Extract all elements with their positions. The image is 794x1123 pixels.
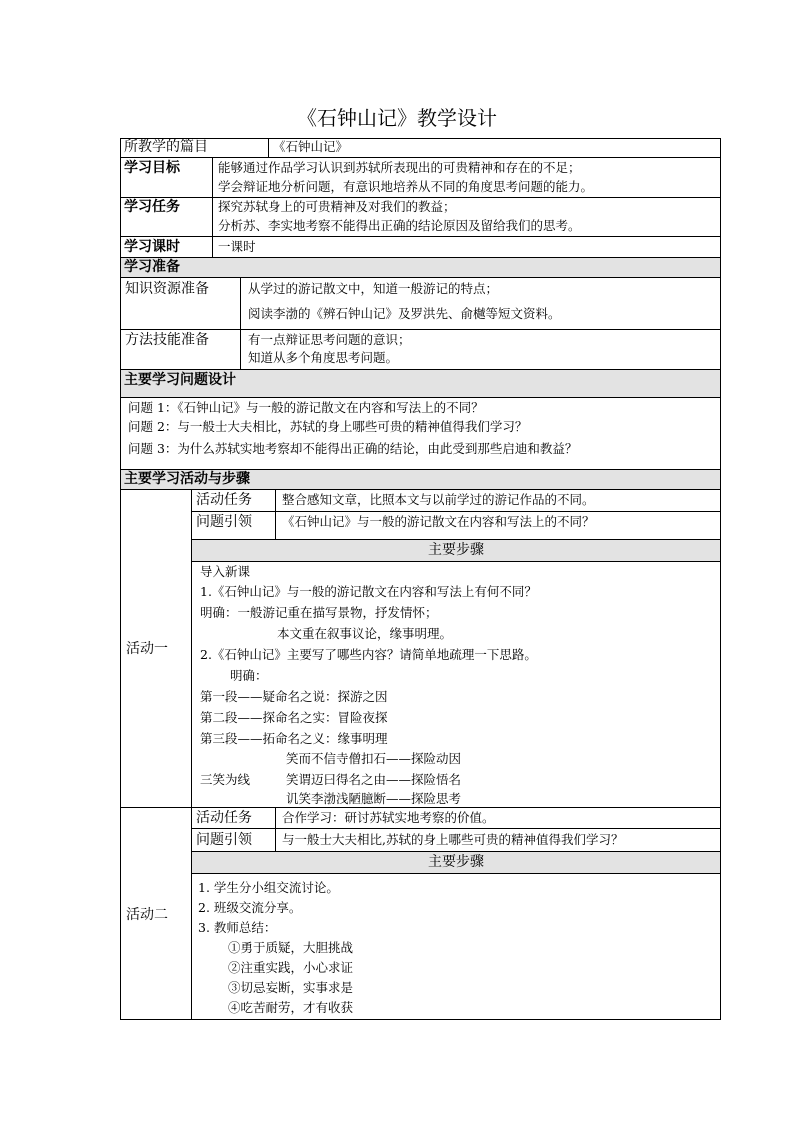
- a2-step: 2. 班级交流分享。: [198, 900, 302, 915]
- a2-steps-label: 主要步骤: [428, 854, 484, 870]
- task-line: 探究苏轼身上的可贵精神及对我们的教益；: [218, 199, 456, 214]
- activity-1-name: 活动一: [126, 641, 168, 657]
- a1-step: 讥笑李渤浅陋臆断——探险思考: [286, 791, 462, 806]
- page-title: 《石钟山记》教学设计: [297, 106, 497, 130]
- activities-heading: 主要学习活动与步骤: [124, 471, 250, 487]
- a2-guide: 与一般士大夫相比,苏轼的身上哪些可贵的精神值得我们学习？: [282, 832, 624, 847]
- prep-heading: 学习准备: [124, 259, 180, 275]
- method-line: 知道从多个角度思考问题。: [248, 350, 399, 365]
- a1-guide-label: 问题引领: [196, 514, 252, 530]
- lesson-plan-table: [120, 138, 721, 1020]
- a1-step: 1.《石钟山记》与一般的游记散文在内容和写法上有何不同？: [200, 584, 537, 599]
- task-line: 分析苏、李实地考察不能得出正确的结论原因及留给我们的思考。: [218, 218, 581, 233]
- a2-step: ①勇于质疑，大胆挑战: [228, 940, 354, 955]
- knowledge-line: 阅读李渤的《辨石钟山记》及罗洪先、俞樾等短文资料。: [248, 306, 561, 321]
- a2-task-label: 活动任务: [196, 810, 252, 826]
- a1-steps-label: 主要步骤: [428, 542, 484, 558]
- a1-guide: 《石钟山记》与一般的游记散文在内容和写法上的不同？: [282, 514, 595, 529]
- activity-2-name: 活动二: [126, 907, 168, 923]
- a1-step: 第一段——疑命名之说：探游之因: [200, 689, 388, 704]
- a1-task-label: 活动任务: [196, 492, 252, 508]
- question-item: 问题 3：为什么苏轼实地考察却不能得出正确的结论，由此受到那些启迪和教益？: [128, 441, 578, 456]
- a1-step: 第三段——拓命名之义：缘事明理: [200, 731, 388, 746]
- topic-value: 《石钟山记》: [273, 139, 349, 154]
- a2-step: 3. 教师总结：: [198, 920, 277, 935]
- a2-step: ④吃苦耐劳，才有收获: [228, 1000, 354, 1015]
- a1-step: 第二段——探命名之实：冒险夜探: [200, 710, 388, 725]
- a1-step: 笑而不信寺僧扣石——探险动因: [286, 751, 462, 766]
- a1-task: 整合感知文章，比照本文与以前学过的游记作品的不同。: [282, 492, 595, 507]
- questions-heading: 主要学习问题设计: [124, 372, 236, 388]
- a1-step: 本文重在叙事议论，缘事明理。: [277, 626, 453, 641]
- a2-task: 合作学习：研讨苏轼实地考察的价值。: [282, 810, 495, 825]
- goal-line: 能够通过作品学习认识到苏轼所表现出的可贵精神和存在的不足；: [218, 160, 581, 175]
- question-item: 问题 1：《石钟山记》与一般的游记散文在内容和写法上的不同？: [128, 400, 484, 415]
- a2-step: 1. 学生分小组交流讨论。: [198, 880, 339, 895]
- hours-label: 学习课时: [124, 239, 180, 255]
- a1-step: 导入新课: [200, 564, 251, 579]
- a2-guide-label: 问题引领: [196, 832, 252, 848]
- hours-value: 一课时: [218, 239, 256, 254]
- question-item: 问题 2：与一般士大夫相比，苏轼的身上哪些可贵的精神值得我们学习？: [128, 419, 528, 434]
- method-line: 有一点辩证思考问题的意识；: [248, 332, 411, 347]
- knowledge-label: 知识资源准备: [125, 281, 209, 297]
- goals-label: 学习目标: [124, 160, 180, 176]
- tasks-label: 学习任务: [124, 199, 180, 215]
- a1-step: 明确：一般游记重在描写景物，抒发情怀；: [200, 605, 438, 620]
- a2-step: ③切忌妄断，实事求是: [228, 980, 354, 995]
- knowledge-line: 从学过的游记散文中，知道一般游记的特点；: [248, 281, 499, 296]
- a2-step: ②注重实践，小心求证: [228, 960, 354, 975]
- a1-step: 2.《石钟山记》主要写了哪些内容？请简单地疏理一下思路。: [200, 647, 537, 662]
- three-laughs-label: 三笑为线: [200, 772, 251, 787]
- a1-step: 笑谓迈曰得名之由——探险悟名: [286, 772, 462, 787]
- a1-step: 明确：: [230, 668, 268, 683]
- goal-line: 学会辩证地分析问题，有意识地培养从不同的角度思考问题的能力。: [218, 179, 594, 194]
- topic-label: 所教学的篇目: [124, 139, 208, 155]
- prep-heading-band: [120, 257, 721, 277]
- method-label: 方法技能准备: [125, 332, 209, 348]
